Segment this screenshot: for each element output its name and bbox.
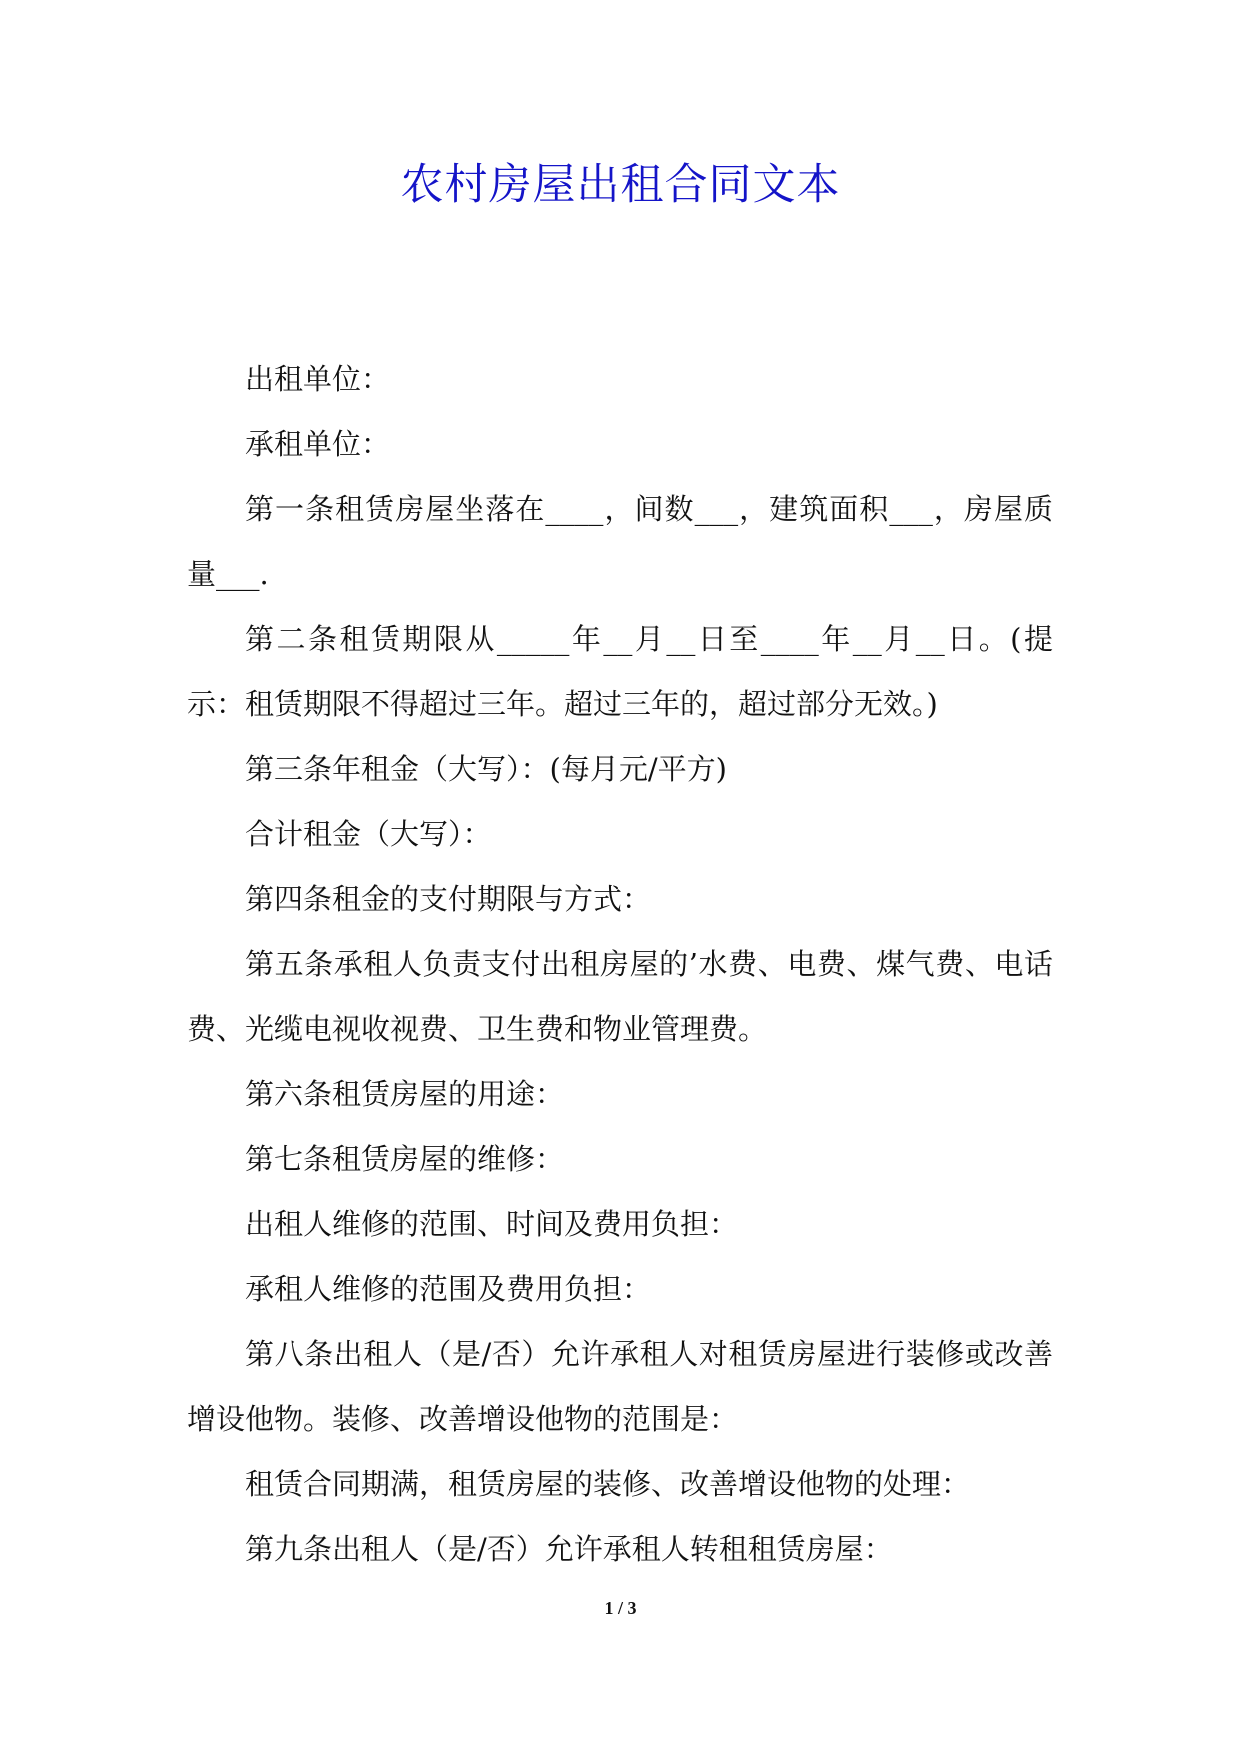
page-number: 1 / 3 [604,1598,637,1618]
paragraph-article-3: 第三条年租金（大写）：(每月元/平方) [245,752,727,786]
paragraph-article-4: 第四条租金的支付期限与方式： [245,882,652,916]
document-title: 农村房屋出租合同文本 [400,160,841,210]
document-body [187,347,1053,1582]
paragraph-article-2: 第二条租赁期限从_____年__月__日至____年__月__日。(提示：租赁期限不得超过三年。超过三年的，超过部分无效。) [187,622,1053,721]
paragraph-article-6: 第六条租赁房屋的用途： [245,1077,565,1111]
paragraph-article-9: 第九条出租人（是/否）允许承租人转租租赁房屋： [245,1532,893,1566]
paragraph-lessee: 承租单位： [245,427,391,461]
paragraph-lease-expiry: 租赁合同期满，租赁房屋的装修、改善增设他物的处理： [245,1467,971,1501]
paragraph-article-5: 第五条承租人负责支付出租房屋的’水费、电费、煤气费、电话费、光缆电视收视费、卫生费和物业管理费。 [187,947,1053,1046]
paragraph-total-rent: 合计租金（大写）： [245,817,492,851]
paragraph-article-7: 第七条租赁房屋的维修： [245,1142,565,1176]
paragraph-lessor-repair: 出租人维修的范围、时间及费用负担： [245,1207,739,1241]
paragraph-lessor: 出租单位： [245,362,391,396]
paragraph-article-8: 第八条出租人（是/否）允许承租人对租赁房屋进行装修或改善增设他物。装修、改善增设他物的范围是： [187,1337,1053,1436]
paragraph-lessee-repair: 承租人维修的范围及费用负担： [245,1272,652,1306]
paragraph-article-1: 第一条租赁房屋坐落在____，间数___，建筑面积___，房屋质量___. [187,492,1053,591]
